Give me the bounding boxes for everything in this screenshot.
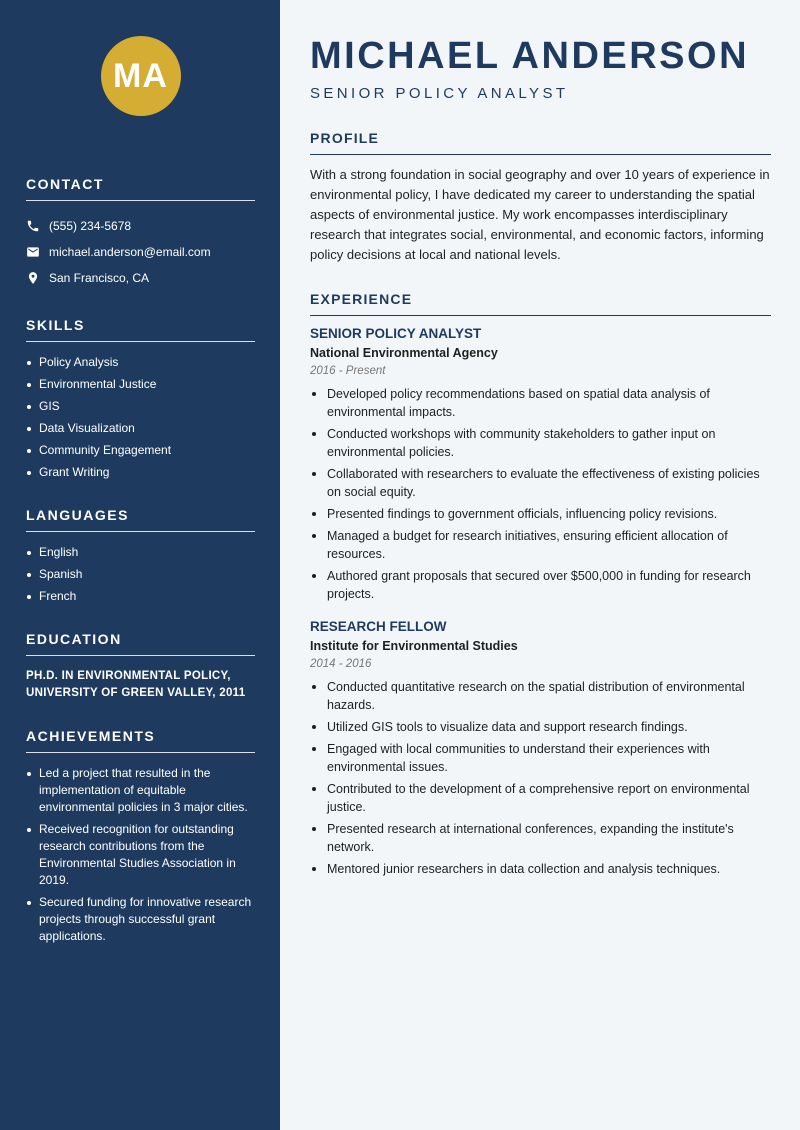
- job-bullet: Authored grant proposals that secured over $500,000 in funding for research projects.: [310, 567, 771, 603]
- job-entry: [310, 326, 771, 603]
- skill-item: Grant Writing: [26, 464, 255, 481]
- skill-item: GIS: [26, 398, 255, 415]
- profile-heading: PROFILE: [310, 130, 771, 155]
- achievements-list: [26, 765, 255, 945]
- skills-section: [26, 317, 255, 481]
- job-bullet: Contributed to the development of a comprehensive report on environmental justice.: [310, 780, 771, 816]
- job-bullet: Managed a budget for research initiatives, ensuring efficient allocation of resources.: [310, 527, 771, 563]
- contact-email: [26, 239, 255, 265]
- skill-item: Policy Analysis: [26, 354, 255, 371]
- main-content: [280, 0, 800, 1130]
- language-item: English: [26, 544, 255, 561]
- education-section: [26, 631, 255, 702]
- language-item: Spanish: [26, 566, 255, 583]
- location-text: San Francisco, CA: [49, 271, 150, 285]
- contact-location: [26, 265, 255, 291]
- location-pin-icon: [26, 271, 40, 285]
- job-bullet: Conducted quantitative research on the spatial distribution of environmental hazards.: [310, 678, 771, 714]
- skill-item: Environmental Justice: [26, 376, 255, 393]
- languages-list: [26, 544, 255, 605]
- job-entry: [310, 619, 771, 878]
- job-bullet: Engaged with local communities to understand their experiences with environmental issues.: [310, 740, 771, 776]
- job-bullet: Developed policy recommendations based on spatial data analysis of environmental impacts.: [310, 385, 771, 421]
- achievement-item: Led a project that resulted in the implementation of equitable environmental policies in 3 major cities.: [26, 765, 255, 816]
- job-title: RESEARCH FELLOW: [310, 619, 447, 634]
- job-title: SENIOR POLICY ANALYST: [310, 326, 482, 341]
- achievement-item: Received recognition for outstanding research contributions from the Environmental Studies Association in 2019.: [26, 821, 255, 889]
- job-organization: Institute for Environmental Studies: [310, 639, 518, 653]
- candidate-name: MICHAEL ANDERSON: [310, 35, 750, 77]
- job-bullet: Utilized GIS tools to visualize data and support research findings.: [310, 718, 771, 736]
- job-bullet: Presented findings to government officials, influencing policy revisions.: [310, 505, 771, 523]
- job-bullet: Conducted workshops with community stakeholders to gather input on environmental policies.: [310, 425, 771, 461]
- job-bullets: [310, 385, 771, 603]
- job-bullet: Presented research at international conferences, expanding the institute's network.: [310, 820, 771, 856]
- avatar-initials: MA: [113, 56, 168, 95]
- skills-list: [26, 354, 255, 481]
- education-entry: PH.D. IN ENVIRONMENTAL POLICY, UNIVERSITY OF GREEN VALLEY, 2011: [26, 670, 246, 699]
- experience-section: [310, 291, 771, 878]
- achievements-section: [26, 728, 255, 945]
- achievements-heading: ACHIEVEMENTS: [26, 728, 255, 753]
- email-text[interactable]: michael.anderson@email.com: [49, 245, 211, 259]
- job-bullets: [310, 678, 771, 878]
- contact-heading: CONTACT: [26, 176, 255, 201]
- achievement-item: Secured funding for innovative research projects through successful grant applications.: [26, 894, 255, 945]
- profile-section: [310, 130, 771, 265]
- profile-text: With a strong foundation in social geography and over 10 years of experience in environmental policy, I have dedicated my career to understanding the spatial aspects of environmental justice. My work encompasses interdisciplinary research that integrates social, environmental, and economic factors, informing policy decisions at local and national levels.: [310, 167, 770, 262]
- language-item: French: [26, 588, 255, 605]
- languages-section: [26, 507, 255, 605]
- experience-heading: EXPERIENCE: [310, 291, 771, 316]
- contact-section: [26, 176, 255, 291]
- skill-item: Data Visualization: [26, 420, 255, 437]
- contact-phone: [26, 213, 255, 239]
- mail-icon: [26, 245, 40, 259]
- job-bullet: Mentored junior researchers in data collection and analysis techniques.: [310, 860, 771, 878]
- job-dates: 2014 - 2016: [310, 658, 372, 670]
- phone-text: (555) 234-5678: [49, 219, 132, 233]
- sidebar: [0, 0, 280, 1130]
- job-bullet: Collaborated with researchers to evaluate the effectiveness of existing policies on social equity.: [310, 465, 771, 501]
- languages-heading: LANGUAGES: [26, 507, 255, 532]
- skills-heading: SKILLS: [26, 317, 255, 342]
- education-heading: EDUCATION: [26, 631, 255, 656]
- job-dates: 2016 - Present: [310, 365, 386, 377]
- phone-icon: [26, 219, 40, 233]
- candidate-role: SENIOR POLICY ANALYST: [310, 85, 569, 102]
- job-organization: National Environmental Agency: [310, 346, 498, 360]
- avatar: [101, 36, 181, 116]
- skill-item: Community Engagement: [26, 442, 255, 459]
